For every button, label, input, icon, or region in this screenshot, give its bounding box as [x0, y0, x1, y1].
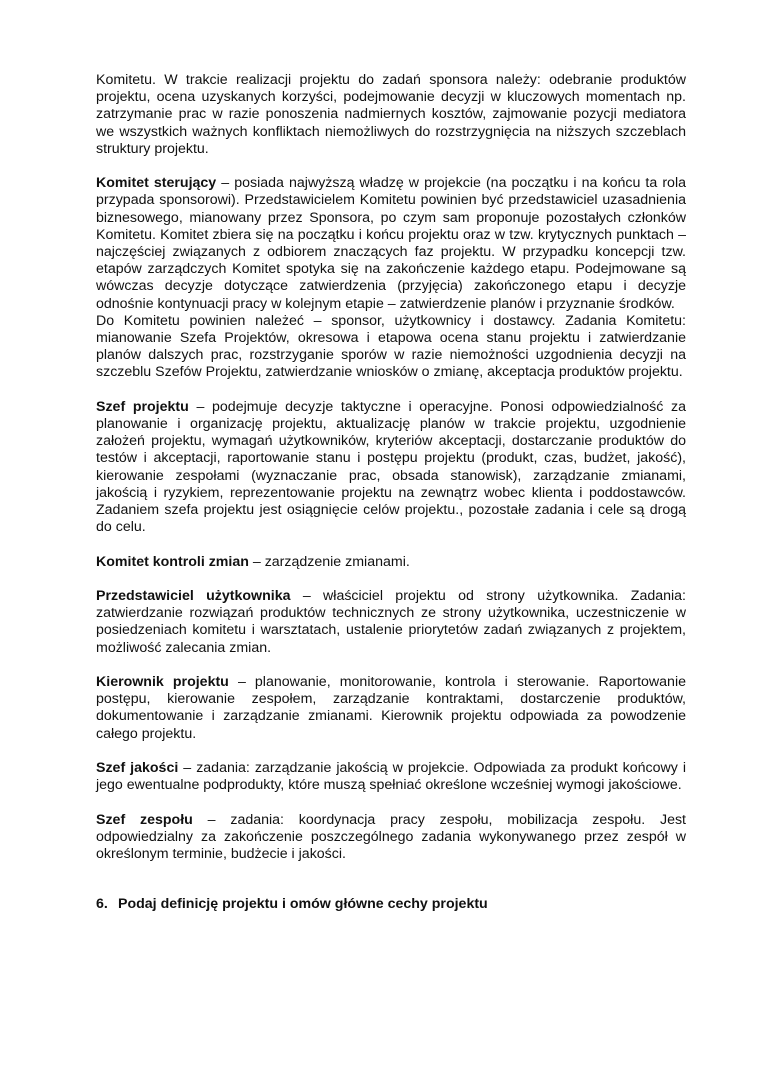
term-label: Komitet kontroli zmian	[96, 553, 249, 570]
paragraph-text: – zadania: zarządzanie jakością w projekcie. Odpowiada za produkt końcowy i jego ewentualne podprodukty, które muszą spełniać określone wcześniej wymogi jakościowe.	[96, 760, 686, 794]
paragraph-text: – planowanie, monitorowanie, kontrola i sterowanie. Raportowanie postępu, kierowanie zespołem, zarządzanie kontraktami, dostarczenie produktów, dokumentowanie i zarządzanie zmianami. Kierownik projektu odpowiada za powodzenie całego projektu.	[96, 674, 686, 742]
term-label: Przedstawiciel użytkownika	[96, 588, 291, 605]
term-label: Kierownik projektu	[96, 674, 229, 691]
paragraph-szef-projektu	[96, 399, 686, 537]
paragraph-text: – posiada najwyższą władzę w projekcie (na początku i na końcu ta rola przypada sponsorowi). Przedstawicielem Komitetu powinien być przedstawiciel uzasadnienia biznesowego, mianowany przez Sponsora, po czym sam proponuje pozostałych członków Komitetu. Komitet zbiera się na początku i końcu projektu oraz w tzw. krytycznych punktach – najczęściej związanych z odbiorem znaczących faz projektu. W przypadku koncepcji tzw. etapów zarządczych Komitet spotyka się na zakończenie każdego etapu. Podejmowane są wówczas decyzje dotyczące zatwierdzenia (przyjęcia) zakończonego etapu i decyzje odnośnie kontynuacji pracy w kolejnym etapie – zatwierdzenie planów i przyznanie środków.	[96, 175, 686, 312]
paragraph-kierownik-projektu	[96, 674, 686, 743]
paragraph-szef-jakosci	[96, 760, 686, 794]
paragraph-text: – podejmuje decyzje taktyczne i operacyjne. Ponosi odpowiedzialność za planowanie i organizację projektu, aktualizację planów w trakcie projektu, uzgodnienie założeń projektu, wymagań użytkowników, kryteriów akceptacji, dostarczanie produktów do testów i akceptacji, raportowanie stanu i postępu projektu (produkt, czas, budżet, jakość), kierowanie zespołami (wyznaczanie prac, obsada stanowisk), zarządzanie zmianami, jakością i ryzykiem, reprezentowanie projektu na zewnątrz wobec klienta i poddostawców. Zadaniem szefa projektu jest osiągnięcie celów projektu., pozostałe zadania i cele są drogą do celu.	[96, 398, 686, 536]
paragraph-komitet-sterujacy	[96, 175, 686, 313]
term-label: Szef projektu	[96, 398, 189, 415]
section-number: 6.	[96, 896, 108, 913]
paragraph-szef-zespolu	[96, 812, 686, 864]
term-label: Szef zespołu	[96, 811, 193, 828]
section-heading	[96, 896, 686, 913]
paragraph-text: Komitetu. W trakcie realizacji projektu do zadań sponsora należy: odebranie produktów projektu, ocena uzyskanych korzyści, podejmowanie decyzji w kluczowych momentach np. zatrzymanie prac w razie ponoszenia nadmiernych kosztów, zajmowanie pozycji mediatora we wszystkich ważnych konfliktach niemożliwych do rozstrzygnięcia na niższych szczeblach struktury projektu.	[96, 72, 686, 157]
term-label: Komitet sterujący	[96, 175, 217, 192]
term-label: Szef jakości	[96, 760, 179, 777]
paragraph-text: – zadania: koordynacja pracy zespołu, mobilizacja zespołu. Jest odpowiedzialny za zakończenie poszczególnego zadania wykonywanego przez zespół w określonym terminie, budżecie i jakości.	[96, 811, 686, 863]
paragraph-sponsor-duties	[96, 72, 686, 158]
paragraph-komitet-kontroli-zmian	[96, 554, 686, 571]
paragraph-komitet-members	[96, 313, 686, 382]
paragraph-text: – zarządzenie zmianami.	[248, 553, 410, 570]
paragraph-text: – właściciel projektu od strony użytkownika. Zadania: zatwierdzanie rozwiązań produktów technicznych ze strony użytkownika, uczestniczenie w posiedzeniach komitetu i warsztatach, ustalenie priorytetów zadań związanych z projektem, możliwość zalecania zmian.	[96, 588, 686, 656]
document-body	[96, 72, 686, 913]
paragraph-przedstawiciel-uzytkownika	[96, 588, 686, 657]
section-title: Podaj definicję projektu i omów główne cechy projektu	[118, 896, 488, 913]
paragraph-text: Do Komitetu powinien należeć – sponsor, użytkownicy i dostawcy. Zadania Komitetu: mianowanie Szefa Projektów, okresowa i etapowa ocena stanu projektu i zatwierdzanie planów dalszych prac, rozstrzyganie sporów w razie niemożności uzgodnienia decyzji na szczeblu Szefów Projektu, zatwierdzanie wniosków o zmianę, akceptacja produktów projektu.	[96, 312, 686, 381]
